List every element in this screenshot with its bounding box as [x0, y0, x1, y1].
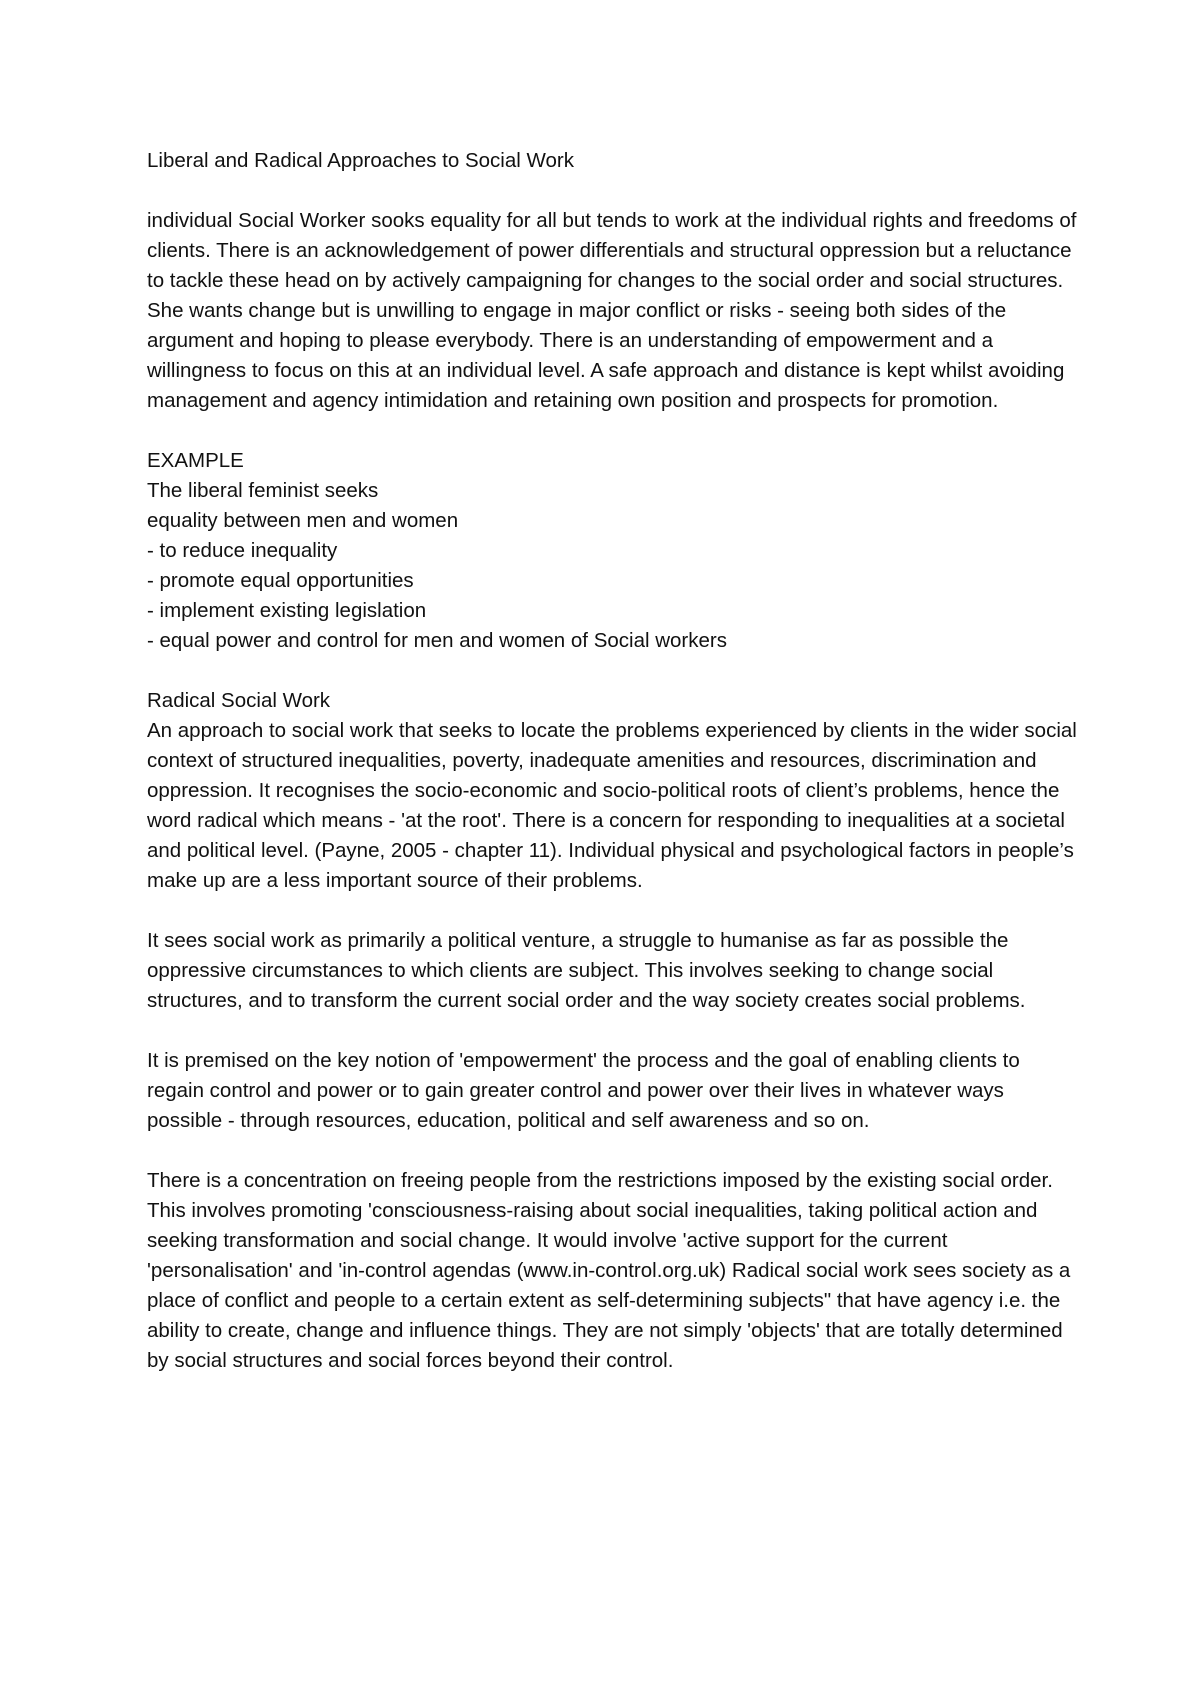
example-section [147, 446, 1077, 656]
intro-paragraph: individual Social Worker sooks equality for all but tends to work at the individual rights and freedoms of clients. There is an acknowledgement of power differentials and structural oppression but a reluctance to tackle these head on by actively campaigning for changes to the social order and social structures. She wants change but is unwilling to engage in major conflict or risks - seeing both sides of the argument and hoping to please everybody. There is an understanding of empowerment and a willingness to focus on this at an individual level. A safe approach and distance is kept whilst avoiding management and agency intimidation and retaining own position and prospects for promotion. [147, 209, 1077, 412]
radical-paragraph-4: There is a concentration on freeing people from the restrictions imposed by the existing social order. This involves promoting 'consciousness-raising about social inequalities, taking political action and seeking transformation and social change. It would involve 'active support for the current 'personalisation' and 'in-control agendas (www.in-control.org.uk) Radical social work sees society as a place of conflict and people to a certain extent as self-determining subjects" that have agency i.e. the ability to create, change and influence things. They are not simply 'objects' that are totally determined by social structures and social forces beyond their control. [147, 1169, 1071, 1372]
example-line: equality between men and women [147, 509, 459, 532]
radical-paragraph-2: It sees social work as primarily a political venture, a struggle to humanise as far as possible the oppressive circumstances to which clients are subject. This involves seeking to change social structures, and to transform the current social order and the way society creates social problems. [147, 929, 1026, 1012]
example-line: - promote equal opportunities [147, 569, 414, 592]
radical-heading: Radical Social Work [147, 689, 331, 712]
document-page [147, 146, 1077, 1406]
example-line: - to reduce inequality [147, 539, 338, 562]
example-heading: EXAMPLE [147, 449, 244, 472]
radical-paragraph-3: It is premised on the key notion of 'empowerment' the process and the goal of enabling clients to regain control and power or to gain greater control and power over their lives in whatever ways possible - through resources, education, political and self awareness and so on. [147, 1049, 1020, 1132]
example-line: - equal power and control for men and women of Social workers [147, 629, 727, 652]
example-line: The liberal feminist seeks [147, 479, 379, 502]
example-line: - implement existing legislation [147, 599, 427, 622]
radical-paragraph-1: An approach to social work that seeks to locate the problems experienced by clients in the wider social context of structured inequalities, poverty, inadequate amenities and resources, discrimination and oppression. It recognises the socio-economic and socio-political roots of client’s problems, hence the word radical which means - 'at the root'. There is a concern for responding to inequalities at a societal and political level. (Payne, 2005 - chapter 11). Individual physical and psychological factors in people’s make up are a less important source of their problems. [147, 719, 1077, 892]
document-title: Liberal and Radical Approaches to Social Work [147, 149, 574, 172]
radical-section [147, 686, 1077, 896]
